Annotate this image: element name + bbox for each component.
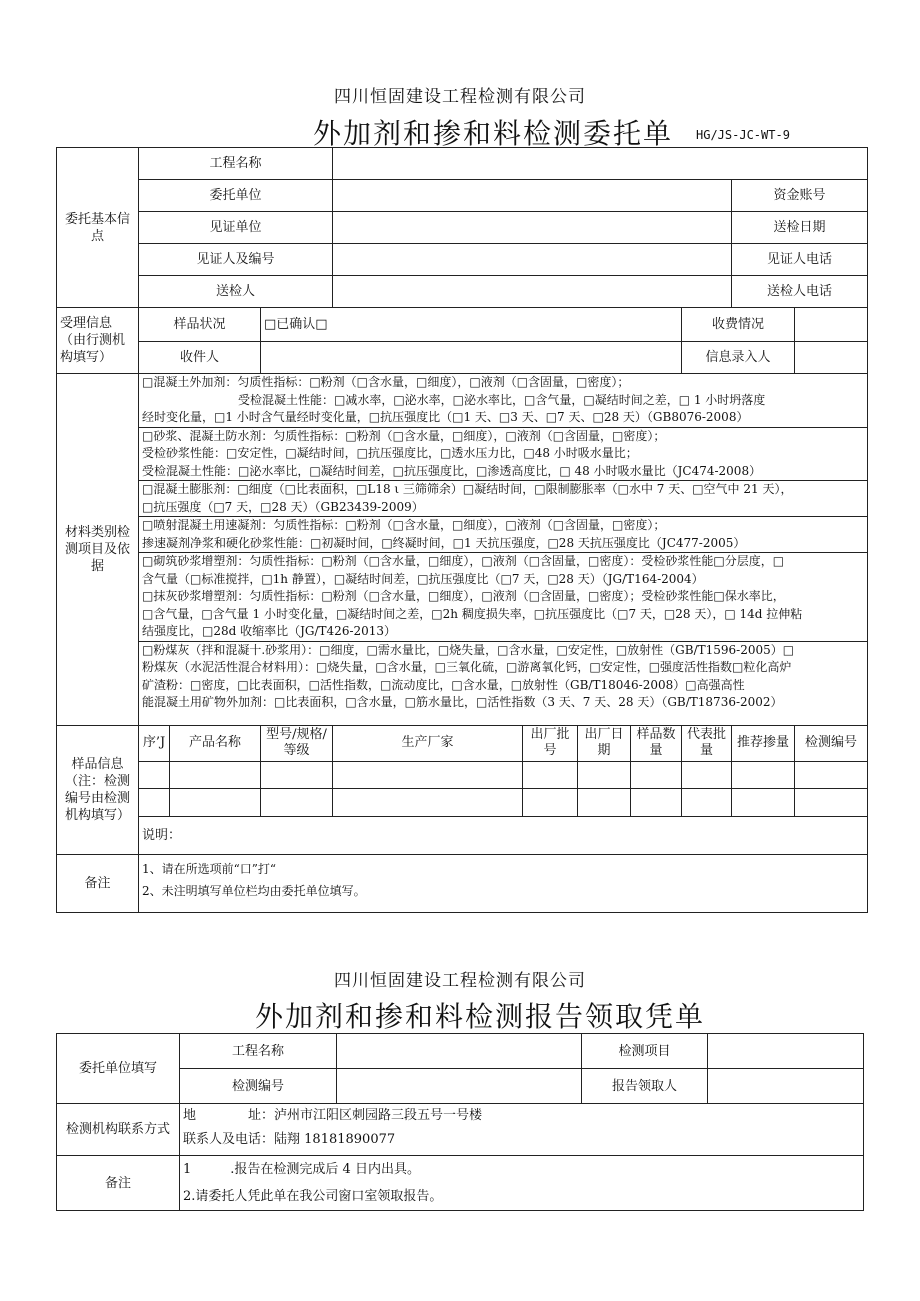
input-project-name[interactable] — [333, 148, 868, 180]
receipt-note-block: 1 .报告在检测完成后 4 日内出具。 2.请委托人凭此单在我公司窗口室领取报告。 — [180, 1156, 864, 1211]
receipt-note-label: 备注 — [57, 1156, 180, 1211]
receipt-label-project-name: 工程名称 — [180, 1034, 337, 1069]
cell-batch-quantity[interactable] — [682, 788, 732, 816]
header-batch-number: 出厂批号 — [523, 725, 578, 761]
label-fund-account: 资金账号 — [732, 180, 868, 212]
company-name: 四川恒固建设工程检测有限公司 — [334, 87, 586, 107]
cell-serial[interactable] — [139, 788, 170, 816]
sample-row — [57, 788, 868, 816]
label-sender: 送检人 — [139, 276, 333, 308]
input-witness-unit[interactable] — [333, 212, 732, 244]
header-production-date: 出厂日期 — [578, 725, 631, 761]
label-witness-phone: 见证人电话 — [732, 244, 868, 276]
form-title: 外加剂和掺和料检测委托单 — [313, 117, 674, 150]
material-block-accelerator[interactable]: □喷射混凝土用速凝剂：匀质性指标：□粉剂（□含水量，□细度），□液剂（□含固量，□密度）； 掺速凝剂净浆和硬化砂浆性能：□初凝时间，□终凝时间，□1 天抗压强度，□28 天抗压强度比（JC477-2005） — [139, 517, 868, 553]
cell-manufacturer[interactable] — [333, 761, 523, 788]
input-witness-person[interactable] — [333, 244, 732, 276]
address-label: 地 址： — [183, 1108, 275, 1123]
label-client-unit: 委托单位 — [139, 180, 333, 212]
header-product-name: 产品名称 — [170, 725, 261, 761]
cell-sample-quantity[interactable] — [631, 788, 682, 816]
label-send-date: 送检日期 — [732, 212, 868, 244]
header-sample-quantity: 样品数量 — [631, 725, 682, 761]
cell-sample-quantity[interactable] — [631, 761, 682, 788]
contact-person-value: 陆翔 18181890077 — [274, 1132, 396, 1147]
input-client-unit[interactable] — [333, 180, 732, 212]
receipt-input-test-item[interactable] — [708, 1034, 864, 1069]
receipt-input-test-number[interactable] — [337, 1069, 582, 1104]
header-manufacturer: 生产厂家 — [333, 725, 523, 761]
receipt-table — [56, 1033, 864, 1211]
label-receiver: 收件人 — [139, 342, 261, 374]
note-block: 1、请在所选项前“口”打“ 2、未注明填写单位栏均由委托单位填写。 — [139, 854, 868, 912]
receipt-client-fill: 委托单位填写 — [57, 1034, 180, 1104]
receipt-contact-label: 检测机构联系方式 — [57, 1104, 180, 1156]
header-test-number: 检测编号 — [795, 725, 868, 761]
receipt-input-report-receiver[interactable] — [708, 1069, 864, 1104]
input-sender[interactable] — [333, 276, 732, 308]
input-receiver[interactable] — [261, 342, 682, 374]
cell-serial[interactable] — [139, 761, 170, 788]
cell-test-number[interactable] — [795, 761, 868, 788]
header-model: 型号/规格/等级 — [261, 725, 333, 761]
cell-batch-number[interactable] — [523, 788, 578, 816]
cell-model[interactable] — [261, 788, 333, 816]
input-fee-status[interactable] — [795, 308, 868, 342]
receipt-label-test-item: 检测项目 — [582, 1034, 708, 1069]
material-block-fly-ash[interactable]: □粉煤灰（拌和混凝十.砂浆用）：□细度，□需水量比，□烧失量，□含水量，□安定性，□放射性（GB/T1596-2005）□ 粉煤灰（水泥活性混合材料用）：□烧失量，□含水量，□三氧化硫，□游离氧化钙，□安定性，□强度活性指数□粒化高炉 矿渣粉：□密度，□比表面积，□活性指数，□流动度比，□含水量，□放射性（GB/T18046-2008）□高强高性 能混凝土用矿物外加剂：□比表面积，□含水量，□筋水量比，□活性指数（3 天、7 天、28 天）（GB/T18736-2002） — [139, 641, 868, 725]
material-block-expansive[interactable]: □混凝土膨胀剂：□细度（□比表面积，□L18 ι 三筛筛余）□凝结时间，□限制膨胀率（□水中 7 天、□空气中 21 天）， □抗压强度（□7 天，□28 天）（GB23439-2009） — [139, 481, 868, 517]
label-project-name: 工程名称 — [139, 148, 333, 180]
form-code: HG/JS-JC-WT-9 — [696, 128, 790, 142]
contact-person-label: 联系人及电话： — [183, 1132, 275, 1147]
receipt-company-name: 四川恒固建设工程检测有限公司 — [334, 971, 586, 991]
address-value: 泸州市江阳区刺园路三段五号一号楼 — [274, 1108, 483, 1123]
cell-production-date[interactable] — [578, 788, 631, 816]
receipt-title: 外加剂和掺和料检测报告领取凭单 — [255, 1000, 706, 1033]
label-sample-status: 样品状况 — [139, 308, 261, 342]
cell-batch-quantity[interactable] — [682, 761, 732, 788]
sample-status-checkbox[interactable]: □已确认□ — [261, 308, 682, 342]
label-fee-status: 收费情况 — [682, 308, 795, 342]
cell-recommended-dosage[interactable] — [732, 788, 795, 816]
material-block-waterproof[interactable]: □砂浆、混凝土防水剂：匀质性指标：□粉剂（□含水量，□细度），□液剂（□含固量，□密度）； 受检砂浆性能：□安定性，□凝结时间，□抗压强度比，□透水压力比，□48 小时吸水量比； 受检混凝土性能：□泌水率比，□凝结时间差，□抗压强度比，□渗透高度比，□ 48 小时吸水量比（JC474-2008） — [139, 427, 868, 481]
material-block-admixture[interactable]: □混凝土外加剂：匀质性指标：□粉剂（□含水量，□细度），□液剂（□含固量，□密度）； 受检混凝土性能：□减水率，□泌水率，□泌水率比，□含气量，□凝结时间之差，□ 1 小时坍落度 经时变化量，□1 小时含气量经时变化量，□抗压强度比（□1 天、□3 天、□7 天、□28 天）（GB8076-2008） — [139, 374, 868, 428]
receipt-label-report-receiver: 报告领取人 — [582, 1069, 708, 1104]
input-info-entry[interactable] — [795, 342, 868, 374]
explain-field[interactable]: 说明： — [139, 816, 868, 854]
header-batch-quantity: 代表批量 — [682, 725, 732, 761]
cell-recommended-dosage[interactable] — [732, 761, 795, 788]
cell-test-number[interactable] — [795, 788, 868, 816]
label-witness-unit: 见证单位 — [139, 212, 333, 244]
header-recommended-dosage: 推荐掺量 — [732, 725, 795, 761]
sample-row — [57, 761, 868, 788]
commission-table — [56, 147, 868, 913]
cell-product-name[interactable] — [170, 761, 261, 788]
receipt-contact-info — [180, 1104, 864, 1156]
cell-batch-number[interactable] — [523, 761, 578, 788]
label-info-entry: 信息录入人 — [682, 342, 795, 374]
section-sample-info: 样品信息（注：检测编号由检测机构填写） — [57, 725, 139, 854]
cell-product-name[interactable] — [170, 788, 261, 816]
label-sender-phone: 送检人电话 — [732, 276, 868, 308]
section-accept-info: 受理信息（由行测机构填写） — [57, 308, 139, 374]
label-witness-person: 见证人及编号 — [139, 244, 333, 276]
cell-model[interactable] — [261, 761, 333, 788]
receipt-label-test-number: 检测编号 — [180, 1069, 337, 1104]
section-note: 备注 — [57, 854, 139, 912]
header-serial: 序’J — [139, 725, 170, 761]
section-basic-info: 委托基本信点 — [57, 148, 139, 308]
cell-manufacturer[interactable] — [333, 788, 523, 816]
cell-production-date[interactable] — [578, 761, 631, 788]
receipt-input-project-name[interactable] — [337, 1034, 582, 1069]
section-material: 材料类别检测项目及依据 — [57, 374, 139, 726]
material-block-mortar-plasticizer[interactable]: □砌筑砂浆增塑剂：匀质性指标：□粉剂（□含水量，□细度），□液剂（□含固量，□密度）：受检砂浆性能□分层度，□ 含气量（□标准搅拌，□1h 静置），□凝结时间差，□抗压强度比（□7 天，□28 天）（JG/T164-2004） □抹灰砂浆增塑剂：匀质性指标：□粉剂（□含水量，□细度），□液剂（□含固量，□密度）；受检砂浆性能□保水率比， □含气量，□含气量 1 小时变化量，□凝结时间之差，□2h 稠度损失率，□抗压强度比（□7 天，□28 天），□ 14d 拉伸粘 结强度比，□28d 收缩率比（JG/T426-2013） — [139, 553, 868, 642]
